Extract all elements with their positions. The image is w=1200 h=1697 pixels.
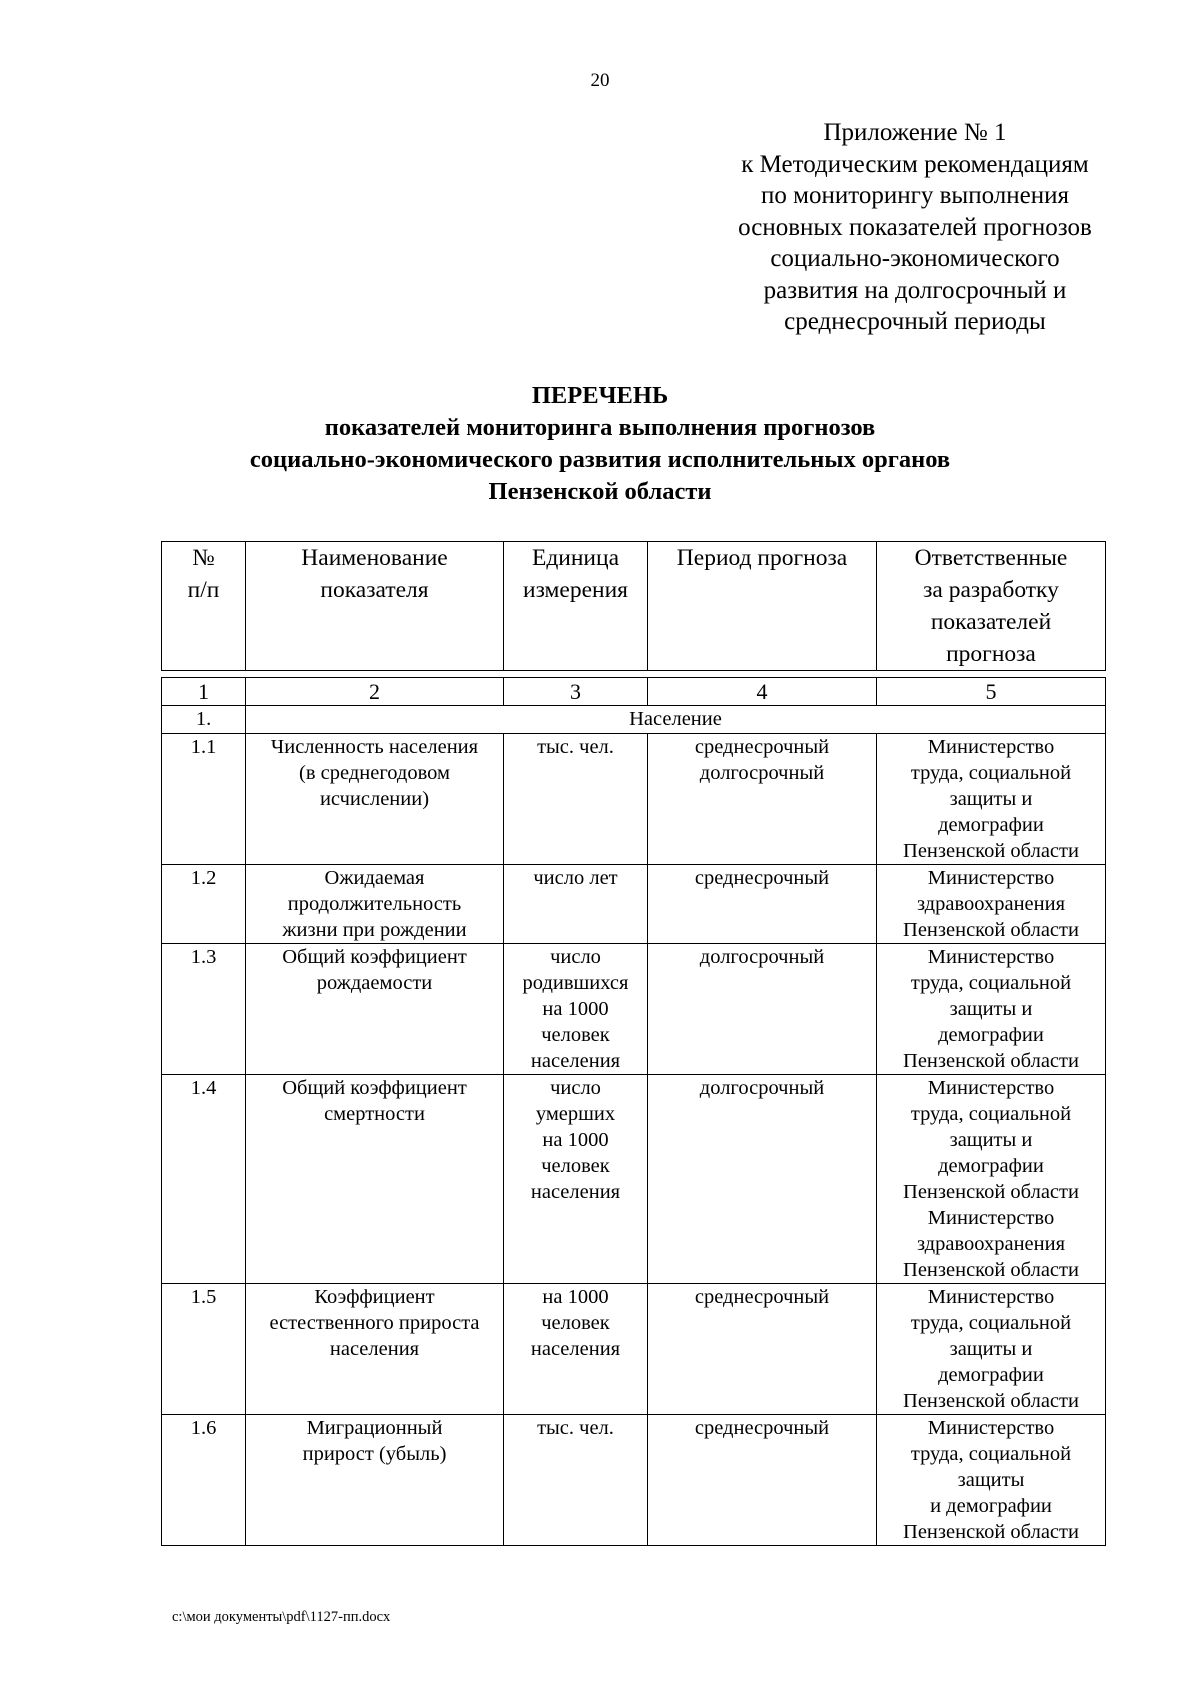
table-row [162,734,1106,865]
responsible-body [877,734,1106,865]
forecast-period [648,1075,877,1284]
table-row [162,1075,1106,1284]
file-path-footer: c:\мои документы\pdf\1127-пп.docx [172,1609,391,1625]
responsible-body [877,1284,1106,1415]
indicator-name [246,944,504,1075]
header-text: прогноза [946,641,1036,667]
header-text: п/п [187,577,220,603]
header-text: показателей [930,609,1052,635]
forecast-period-line: долгосрочный [699,946,825,968]
indicator-name-line: Численность населения [270,736,479,758]
unit-of-measure-line: человек [541,1312,610,1334]
forecast-period [648,865,877,944]
responsible-body-line: здравоохранения [916,893,1066,915]
indicator-table-header [161,541,1106,671]
document-title [150,380,1050,508]
section-row [162,706,1106,734]
title-line: социально-экономического развития исполнительных органов [249,446,951,473]
forecast-period [648,1415,877,1546]
appendix-note [690,117,1140,338]
indicator-name-line: исчислении) [319,788,430,810]
responsible-body-line: труда, социальной [910,1312,1072,1334]
indicator-name-line: Общий коэффициент [282,1077,467,1099]
header-name [246,542,504,671]
responsible-body-line: демографии [938,814,1044,836]
forecast-period [648,944,877,1075]
responsible-body-line: Пензенской области [903,919,1079,941]
header-text: Ответственные [914,545,1068,571]
table-body [162,678,1106,1546]
responsible-body-line: Министерство [927,867,1055,889]
responsible-body-line: Министерство [927,736,1055,758]
indicator-name [246,1284,504,1415]
responsible-body-line: защиты и [949,998,1033,1020]
unit-of-measure-line: умерших [535,1103,616,1125]
unit-of-measure-line: на 1000 [542,1129,609,1151]
header-text: № [192,545,215,571]
indicator-name [246,734,504,865]
responsible-body-line: здравоохранения [916,1233,1066,1255]
appendix-line: социально-экономического [770,245,1060,272]
header-unit [504,542,648,671]
appendix-line: развития на долгосрочный и [763,276,1067,304]
title-heading: ПЕРЕЧЕНЬ [531,382,669,409]
responsible-body [877,1075,1106,1284]
responsible-body-line: и демографии [930,1495,1052,1517]
column-number-row [162,678,1106,706]
unit-of-measure-line: населения [530,1050,621,1072]
forecast-period [648,734,877,865]
appendix-line: Приложение № 1 [823,119,1007,146]
header-text: Единица [531,545,620,571]
column-number: 1 [162,678,246,706]
unit-of-measure [504,865,648,944]
section-number: 1. [162,706,246,734]
header-row [162,542,1106,671]
indicator-name-line: населения [329,1338,420,1360]
indicator-name [246,1075,504,1284]
responsible-body [877,865,1106,944]
responsible-body-line: Министерство [927,1417,1055,1439]
column-number: 2 [246,678,504,706]
row-number: 1.5 [162,1284,246,1415]
table-row [162,1415,1106,1546]
table-row [162,944,1106,1075]
row-number: 1.2 [162,865,246,944]
responsible-body-line: труда, социальной [910,1103,1072,1125]
unit-of-measure-line: родившихся [522,972,629,994]
section-title: Население [246,706,1106,734]
responsible-body-line: демографии [938,1364,1044,1386]
forecast-period-line: долгосрочный [699,762,825,784]
responsible-body-line: Пензенской области [903,1259,1079,1281]
title-line: показателей мониторинга выполнения прогнозов [324,414,876,441]
indicator-name-line: рождаемости [316,972,433,994]
forecast-period [648,1284,877,1415]
unit-of-measure-line: населения [530,1338,621,1360]
responsible-body-line: защиты и [949,788,1033,810]
table-row [162,1284,1106,1415]
unit-of-measure [504,1075,648,1284]
header-text: Наименование [301,545,448,571]
unit-of-measure-line: человек [541,1155,610,1177]
header-text: измерения [523,577,628,603]
row-number: 1.4 [162,1075,246,1284]
responsible-body-line: защиты и [949,1129,1033,1151]
header-text: за разработку [923,577,1059,603]
responsible-body-line: труда, социальной [910,1443,1072,1465]
column-number: 5 [877,678,1106,706]
indicator-name-line: Коэффициент [314,1286,435,1308]
appendix-line: к Методическим рекомендациям [741,150,1089,178]
responsible-body-line: Пензенской области [903,1181,1079,1203]
header-text: показателя [320,577,429,603]
responsible-body-line: демографии [938,1024,1044,1046]
responsible-body-line: Министерство [927,1207,1055,1229]
forecast-period-line: долгосрочный [699,1077,825,1099]
responsible-body-line: Пензенской области [903,1521,1079,1543]
indicator-name-line: смертности [324,1103,425,1125]
responsible-body [877,944,1106,1075]
indicator-name-line: Миграционный [306,1417,443,1439]
row-number: 1.3 [162,944,246,1075]
indicator-name-line: продолжительность [287,893,462,915]
appendix-line: основных показателей прогнозов [738,213,1092,241]
title-line: Пензенской области [488,478,712,505]
forecast-period-line: среднесрочный [694,1286,830,1308]
page-number: 20 [590,70,610,91]
responsible-body-line: Пензенской области [903,840,1079,862]
indicator-name-line: прирост (убыль) [302,1443,447,1465]
indicator-name-line: Ожидаемая [324,867,425,889]
indicator-name-line: (в среднегодовом [299,762,450,784]
responsible-body-line: Министерство [927,1286,1055,1308]
column-number: 3 [504,678,648,706]
indicator-name-line: естественного прироста [269,1312,480,1334]
header-period [648,542,877,671]
header-number [162,542,246,671]
row-number: 1.1 [162,734,246,865]
unit-of-measure-line: тыс. чел. [537,736,614,758]
responsible-body-line: защиты [957,1469,1025,1491]
appendix-line: по мониторингу выполнения [761,182,1069,209]
responsible-body-line: Министерство [927,946,1055,968]
unit-of-measure-line: человек [541,1024,610,1046]
indicator-name-line: Общий коэффициент [282,946,467,968]
unit-of-measure-line: на 1000 [542,998,609,1020]
unit-of-measure-line: число [550,946,601,968]
responsible-body-line: демографии [938,1155,1044,1177]
responsible-body-line: труда, социальной [910,762,1072,784]
column-number: 4 [648,678,877,706]
table-row [162,865,1106,944]
responsible-body [877,1415,1106,1546]
responsible-body-line: защиты и [949,1338,1033,1360]
responsible-body-line: Пензенской области [903,1050,1079,1072]
unit-of-measure-line: населения [530,1181,621,1203]
indicator-name [246,1415,504,1546]
unit-of-measure [504,734,648,865]
unit-of-measure-line: тыс. чел. [537,1417,614,1439]
unit-of-measure-line: число лет [533,867,618,889]
forecast-period-line: среднесрочный [694,867,830,889]
indicator-name-line: жизни при рождении [282,919,467,941]
unit-of-measure-line: на 1000 [542,1286,609,1308]
responsible-body-line: труда, социальной [910,972,1072,994]
indicator-table [161,677,1106,1546]
forecast-period-line: среднесрочный [694,1417,830,1439]
appendix-line: среднесрочный периоды [784,308,1046,335]
unit-of-measure [504,944,648,1075]
header-responsible [877,542,1106,671]
responsible-body-line: Министерство [927,1077,1055,1099]
responsible-body-line: Пензенской области [903,1390,1079,1412]
header-text: Период прогноза [676,545,848,571]
unit-of-measure [504,1415,648,1546]
unit-of-measure-line: число [550,1077,601,1099]
forecast-period-line: среднесрочный [694,736,830,758]
indicator-name [246,865,504,944]
unit-of-measure [504,1284,648,1415]
row-number: 1.6 [162,1415,246,1546]
